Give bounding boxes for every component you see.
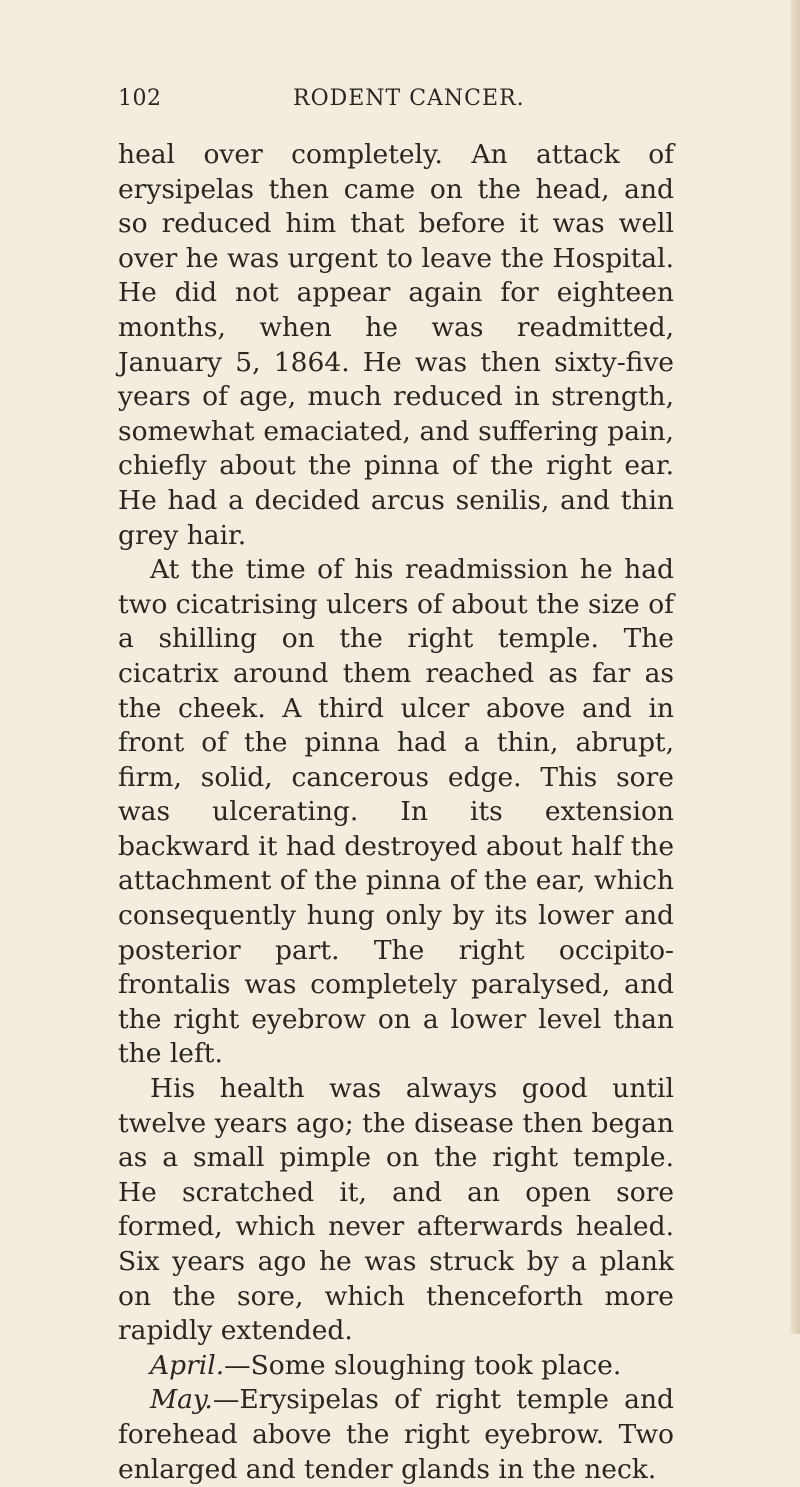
date-lead: April.: [150, 1349, 225, 1381]
paragraph-text: At the time of his readmission he had two cicatrising ulcers of about the size of a shilling on the right temple. The cicatrix around them reached as far as the cheek. A third ulcer above and in front of the pinna had a thin, abrupt, firm, solid, cancerous edge. This sore was ulcerating. In its extension backward it had destroyed about half the attachment of the pinna of the ear, which consequently hung only by its lower and posterior part. The right occipito-frontalis was completely paralysed, and the right eyebrow on a lower level than the left.: [118, 554, 674, 1070]
paragraph: [118, 138, 674, 553]
page-body: [118, 138, 674, 1487]
paragraph-text: His health was always good until twelve years ago; the disease then began as a small pimple on the right temple. He scratched it, and an open sore formed, which never afterwards healed. Six years ago he was struck by a plank on the sore, which thenceforth more rapidly extended.: [118, 1073, 674, 1347]
paragraph-text: heal over completely. An attack of erysipelas then came on the head, and so reduced him that before it was well over he was urgent to leave the Hospital. He did not appear again for eighteen months, when he was readmitted, January 5, 1864. He was then sixty-five years of age, much reduced in strength, somewhat emaciated, and suffering pain, chiefly about the pinna of the right ear. He had a decided arcus senilis, and thin grey hair.: [118, 139, 674, 551]
paragraph-text: —Erysipelas of right temple and forehead above the right eyebrow. Two enlarged and tender glands in the neck.: [118, 1384, 674, 1485]
paragraph: [118, 553, 674, 1072]
running-title: RODENT CANCER.: [293, 86, 525, 111]
page-number: 102: [118, 86, 162, 111]
paragraph: [118, 1072, 674, 1349]
paragraph-text: —Some sloughing took place.: [224, 1349, 622, 1381]
page-edge: [790, 0, 800, 1334]
date-lead: May.: [150, 1384, 213, 1416]
paragraph: [118, 1349, 674, 1384]
paragraph: [118, 1383, 674, 1487]
